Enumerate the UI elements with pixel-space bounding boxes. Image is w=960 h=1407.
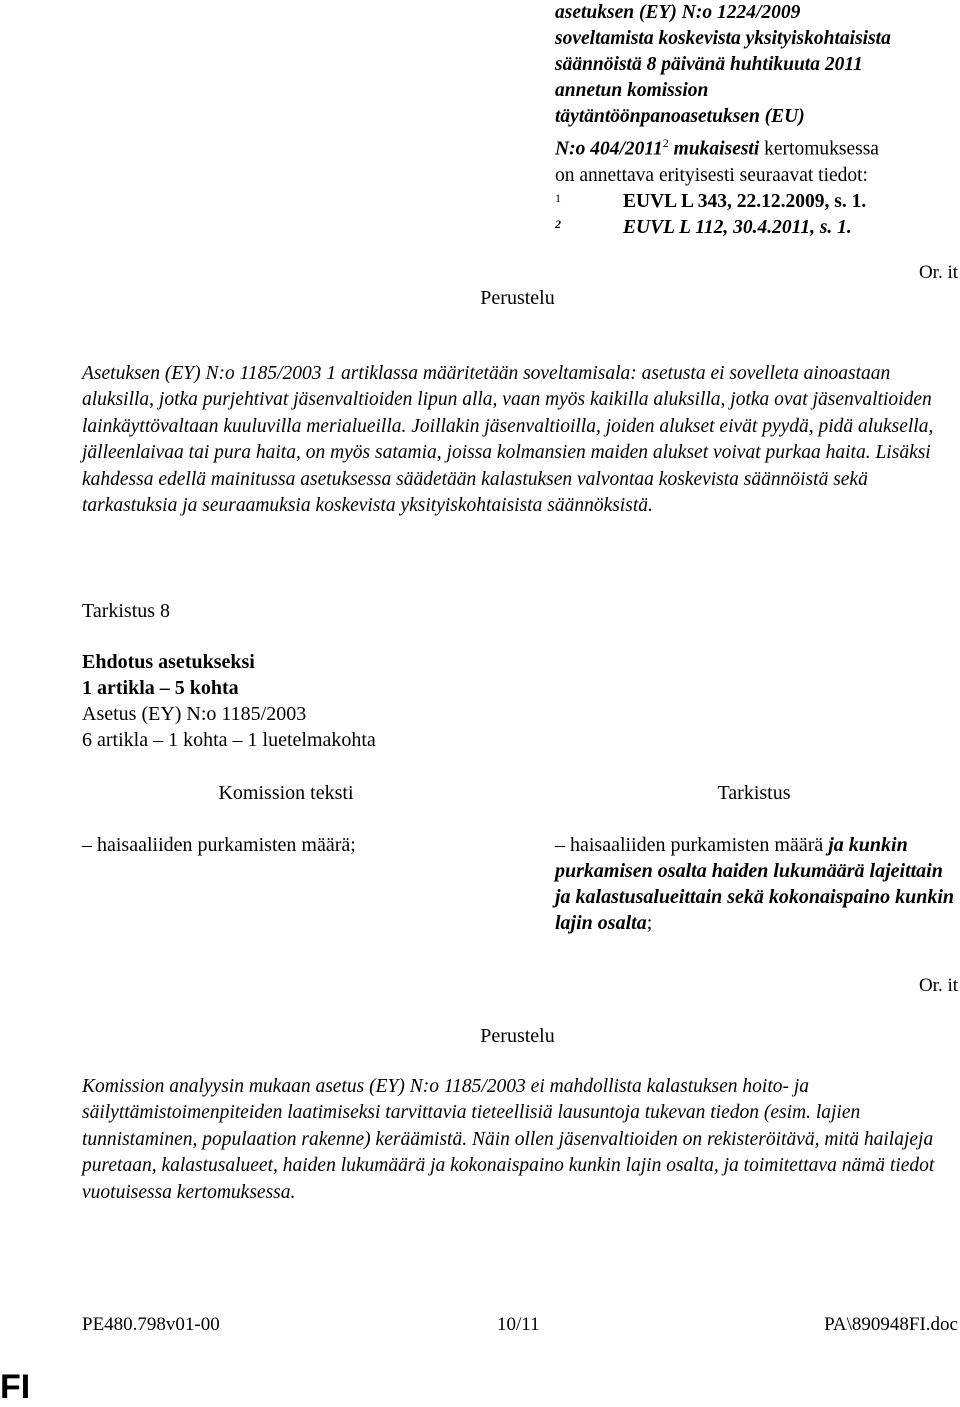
top-line-6-ref: N:o 404/2011 xyxy=(555,138,663,160)
point-reference: 6 artikla – 1 kohta – 1 luetelmakohta xyxy=(82,729,376,751)
top-line-6-plain: kertomuksessa xyxy=(759,138,879,160)
top-line-6 xyxy=(555,130,960,163)
amendment-text-plain: – haisaaliiden purkamisten määrä xyxy=(555,834,829,856)
footnote-text: EUVL L 112, 30.4.2011, s. 1. xyxy=(623,216,852,238)
footnote-2 xyxy=(555,215,960,241)
amendment-text xyxy=(555,832,957,936)
justification-heading: Perustelu xyxy=(480,287,555,309)
top-line: täytäntöönpanoasetuksen (EU) xyxy=(555,106,805,127)
proposal-label: Ehdotus asetukseksi xyxy=(82,651,255,673)
justification-paragraph: Komission analyysin mukaan asetus (EY) N:o 1185/2003 ei mahdollista kalastuksen hoito- ja säilyttämistoimenpiteiden laatimiseksi tarvittavia tieteellisiä lausuntoja tukevan tiedon (esim. lajien tunnistaminen, populaation rakenne) keräämistä. Näin ollen jäsenvaltioiden on rekisteröitävä, mitä hailajeja puretaan, kalastusalueet, haiden lukumäärä ja kokonaispaino kunkin lajin osalta, ja toimitettava nämä tiedot vuotuisessa kertomuksessa. xyxy=(82,1076,935,1203)
footnote-ref-2: 2 xyxy=(662,136,669,150)
top-line: soveltamista koskevista yksityiskohtaisista xyxy=(555,28,891,49)
amendment-title: Tarkistus 8 xyxy=(82,600,171,622)
top-line-6-emph: mukaisesti xyxy=(668,138,760,160)
amendment-column-header: Tarkistus xyxy=(717,782,791,804)
footnote-text: EUVL L 343, 22.12.2009, s. 1. xyxy=(623,190,867,212)
article-reference: 1 artikla – 5 kohta xyxy=(82,677,239,699)
amendment-references xyxy=(82,649,376,753)
amendment-text-added: ja kunkin purkamisen osalta haiden lukumäärä lajeittain ja kalastusalueittain sekä kokonaispaino kunkin lajin osalta xyxy=(555,834,954,934)
justification-body xyxy=(82,1074,954,1206)
footer-doc-ref: PE480.798v01-00 xyxy=(82,1314,220,1335)
footnote-1 xyxy=(555,189,960,215)
justification-body xyxy=(82,361,954,519)
footer-page-number: 10/11 xyxy=(497,1314,540,1335)
footnote-number: 2 xyxy=(555,216,561,231)
top-line: on annettava erityisesti seuraavat tiedot: xyxy=(555,164,868,186)
top-line: annetun komission xyxy=(555,80,709,101)
footer-file-name: PA\890948FI.doc xyxy=(824,1314,958,1335)
original-language-label: Or. it xyxy=(918,262,958,283)
justification-heading: Perustelu xyxy=(480,1025,555,1047)
justification-paragraph: Asetuksen (EY) N:o 1185/2003 1 artiklassa määritetään soveltamisala: asetusta ei sovelleta ainoastaan aluksilla, jotka purjehtivat jäsenvaltioiden lipun alla, vaan myös kaikilla aluksilla, jotka ovat jäsenvaltioiden lainkäyttövaltaan kuuluvilla merialueilla. Joillakin jäsenvaltioilla, joiden alukset eivät pyydä, pidä aluksella, jälleenlaivaa tai pura haita, on myös satamia, joissa kolmansien maiden alukset voivat purkaa haita. Lisäksi kahdessa edellä mainitussa asetuksessa säädetään kalastuksen valvontaa koskevista säännöistä sekä tarkastuksia ja seuraamuksia koskevista yksityiskohtaisista säännöksistä. xyxy=(82,363,934,517)
regulation-reference: Asetus (EY) N:o 1185/2003 xyxy=(82,703,307,725)
commission-text: – haisaaliiden purkamisten määrä; xyxy=(82,834,356,856)
top-continued-text xyxy=(555,0,960,241)
footnote-number: 1 xyxy=(555,190,561,205)
original-language-label: Or. it xyxy=(918,975,958,996)
language-code: FI xyxy=(0,1368,31,1406)
amendment-text-end: ; xyxy=(646,912,653,934)
top-line: säännöistä 8 päivänä huhtikuuta 2011 xyxy=(555,54,863,75)
commission-text-header: Komission teksti xyxy=(218,782,354,804)
top-line: asetuksen (EY) N:o 1224/2009 xyxy=(555,2,801,23)
